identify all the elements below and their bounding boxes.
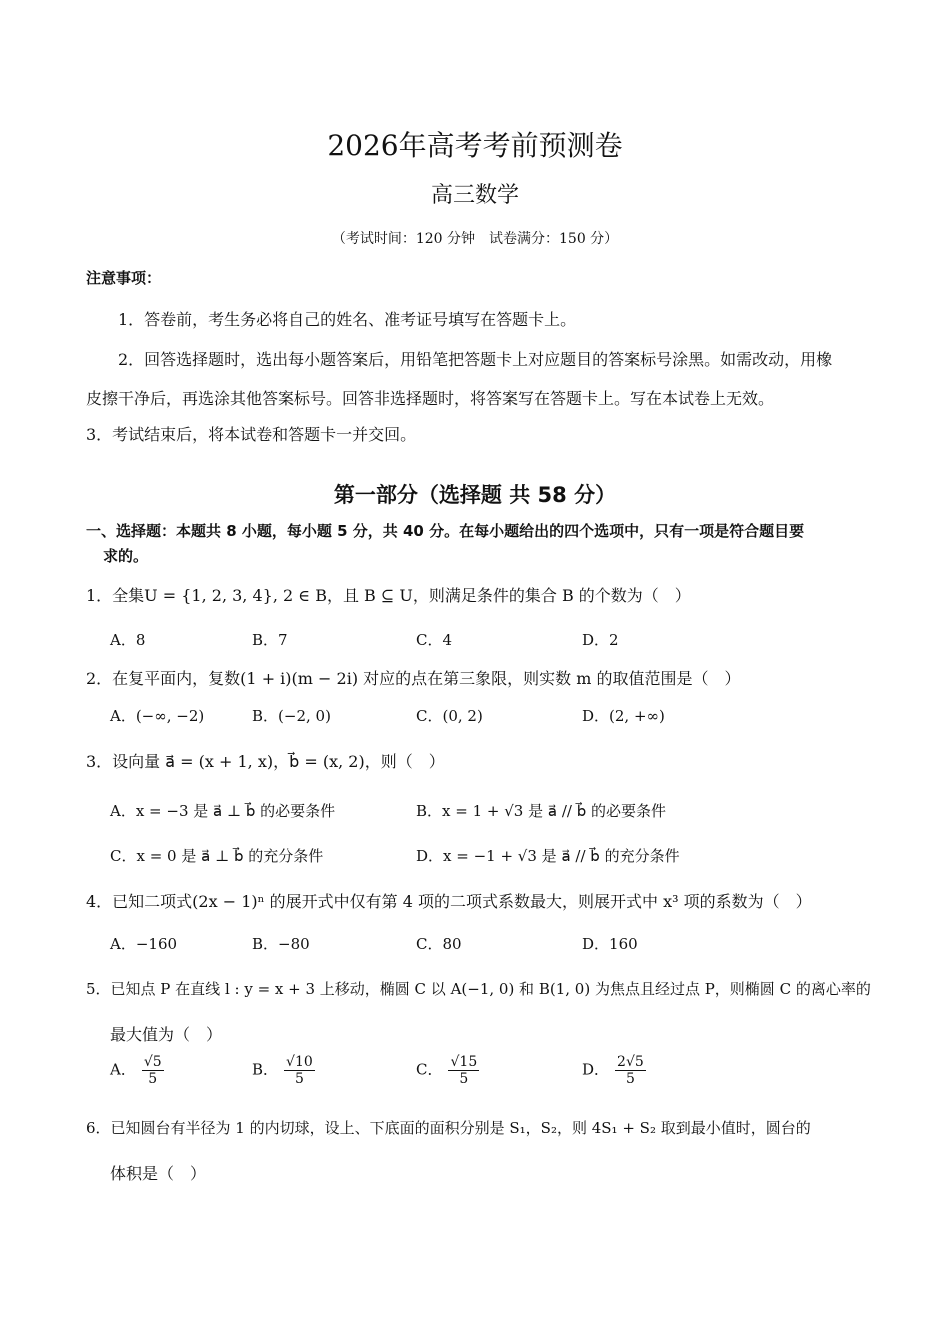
option-d-denominator: 5 (625, 1071, 635, 1087)
section-1-line-2: 求的。 (103, 547, 149, 565)
exam-title: 2026年高考考前预测卷 (327, 129, 623, 162)
question-4-option-b: B．−80 (252, 935, 310, 953)
option-b-denominator: 5 (294, 1071, 304, 1087)
question-5-stem-line-2: 最大值为（ ） (110, 1025, 223, 1044)
question-3-option-d: D．x = −1 + √3 是 a⃗ // b⃗ 的充分条件 (416, 847, 680, 865)
notice-item-3: 3．考试结束后，将本试卷和答题卡一并交回。 (86, 425, 417, 444)
question-5-stem-line-1: 5．已知点 P 在直线 l : y = x + 3 上移动，椭圆 C 以 A(−1, 0) 和 B(1, 0) 为焦点且经过点 P，则椭圆 C 的离心率的 (86, 980, 871, 998)
question-4-option-c: C．80 (416, 935, 462, 953)
section-1-line-1: 一、选择题：本题共 8 小题，每小题 5 分，共 40 分。在每小题给出的四个选项中，只有一项是符合题目要 (86, 522, 805, 540)
notice-item-1: 1．答卷前，考生务必将自己的姓名、准考证号填写在答题卡上。 (118, 310, 577, 329)
question-4-stem: 4．已知二项式(2x − 1)ⁿ 的展开式中仅有第 4 项的二项式系数最大，则展开式中 x³ 项的系数为（ ） (86, 892, 812, 911)
question-2-option-b: B．(−2, 0) (252, 707, 331, 725)
question-5-option-a (110, 1054, 164, 1087)
question-4-option-a: A．−160 (110, 935, 178, 953)
option-c-denominator: 5 (459, 1071, 469, 1087)
question-3-option-c: C．x = 0 是 a⃗ ⊥ b⃗ 的充分条件 (110, 847, 324, 865)
question-1-stem: 1．全集U = {1, 2, 3, 4}, 2 ∈ B，且 B ⊆ U，则满足条件的集合 B 的个数为（ ） (86, 586, 691, 605)
option-c-fraction (448, 1054, 479, 1087)
question-2-option-a: A．(−∞, −2) (110, 707, 205, 725)
option-c-numerator: √15 (450, 1054, 478, 1070)
exam-info: （考试时间：120 分钟 试卷满分：150 分） (331, 231, 619, 247)
option-d-fraction (615, 1054, 646, 1087)
question-5-option-b (252, 1054, 315, 1087)
option-b-fraction (284, 1054, 315, 1087)
question-2-option-c: C．(0, 2) (416, 707, 483, 725)
option-b-label: B． (252, 1060, 279, 1079)
question-1-option-a: A．8 (110, 631, 146, 649)
option-a-fraction (142, 1054, 164, 1087)
part-1-title: 第一部分（选择题 共 58 分） (333, 483, 617, 507)
option-d-numerator: 2√5 (617, 1054, 644, 1070)
question-3-option-b: B．x = 1 + √3 是 a⃗ // b⃗ 的必要条件 (416, 802, 666, 820)
question-3-stem: 3．设向量 a⃗ = (x + 1, x)，b⃗ = (x, 2)，则（ ） (86, 752, 445, 771)
question-1-option-d: D．2 (582, 631, 619, 649)
question-1-option-c: C．4 (416, 631, 453, 649)
notice-item-2-line-2: 皮擦干净后，再选涂其他答案标号。回答非选择题时，将答案写在答题卡上。写在本试卷上无效。 (86, 389, 775, 408)
question-1-option-b: B．7 (252, 631, 288, 649)
question-2-option-d: D．(2, +∞) (582, 707, 665, 725)
option-a-label: A． (110, 1060, 136, 1079)
notice-heading: 注意事项： (86, 269, 162, 287)
question-5-option-c (416, 1054, 479, 1087)
question-6-stem-line-2: 体积是（ ） (110, 1164, 207, 1183)
notice-item-2-line-1: 2．回答选择题时，选出每小题答案后，用铅笔把答题卡上对应题目的答案标号涂黑。如需改动，用橡 (118, 350, 833, 369)
option-b-numerator: √10 (286, 1054, 313, 1070)
question-6-stem-line-1: 6．已知圆台有半径为 1 的内切球，设上、下底面的面积分别是 S₁，S₂，则 4S₁ + S₂ 取到最小值时，圆台的 (86, 1119, 811, 1137)
subject-title: 高三数学 (430, 183, 519, 208)
option-a-numerator: √5 (143, 1054, 162, 1070)
option-c-label: C． (416, 1060, 443, 1079)
question-2-stem: 2．在复平面内，复数(1 + i)(m − 2i) 对应的点在第三象限，则实数 m 的取值范围是（ ） (86, 669, 741, 688)
option-d-label: D． (582, 1060, 610, 1079)
question-3-option-a: A．x = −3 是 a⃗ ⊥ b⃗ 的必要条件 (110, 802, 336, 820)
question-5-option-d (582, 1054, 646, 1087)
option-a-denominator: 5 (148, 1071, 158, 1087)
question-4-option-d: D．160 (582, 935, 638, 953)
